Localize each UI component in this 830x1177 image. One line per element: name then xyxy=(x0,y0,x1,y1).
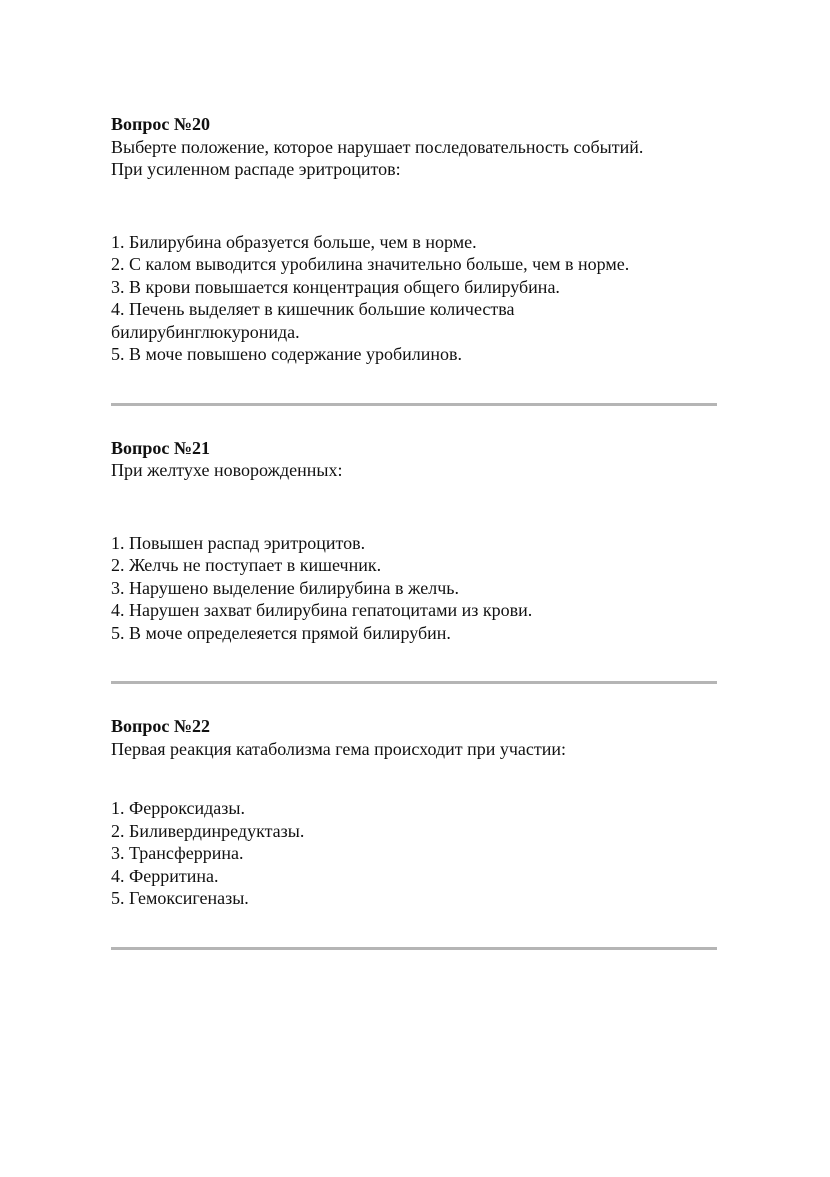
answer-option: 5. В моче определеяется прямой билирубин. xyxy=(111,622,451,643)
answer-options xyxy=(111,532,721,645)
separator-line xyxy=(111,947,717,950)
question-title: Вопрос №22 xyxy=(111,716,210,736)
separator-line xyxy=(111,681,717,684)
answer-option: 3. Нарушено выделение билирубина в желчь. xyxy=(111,577,459,598)
question-20 xyxy=(111,113,721,366)
question-22 xyxy=(111,715,721,910)
answer-option: 4. Нарушен захват билирубина гепатоцитами из крови. xyxy=(111,600,533,620)
answer-option: 3. В крови повышается концентрация общего билирубина. xyxy=(111,276,560,297)
answer-option: 1. Повышен распад эритроцитов. xyxy=(111,532,366,553)
answer-option-continuation: билирубинглюкуронида. xyxy=(111,321,300,342)
question-text-line: Выберте положение, которое нарушает последовательность событий. xyxy=(111,136,644,157)
answer-option: 1. Билирубина образуется больше, чем в норме. xyxy=(111,231,477,252)
question-text-line: При усиленном распаде эритроцитов: xyxy=(111,159,401,179)
document-page xyxy=(111,113,721,950)
separator-line xyxy=(111,403,717,406)
answer-options xyxy=(111,797,721,910)
question-text-line: Первая реакция катаболизма гема происходит при участии: xyxy=(111,738,567,759)
answer-option: 1. Ферроксидазы. xyxy=(111,798,245,818)
answer-option: 5. В моче повышено содержание уробилинов. xyxy=(111,344,463,364)
question-text-line: При желтухе новорожденных: xyxy=(111,460,343,480)
answer-option: 2. С калом выводится уробилина значительно больше, чем в норме. xyxy=(111,254,630,274)
answer-option: 3. Трансферрина. xyxy=(111,843,244,863)
answer-options xyxy=(111,231,721,366)
answer-option: 4. Ферритина. xyxy=(111,865,219,886)
answer-option: 2. Желчь не поступает в кишечник. xyxy=(111,555,382,575)
question-21 xyxy=(111,437,721,645)
answer-option: 4. Печень выделяет в кишечник большие количества xyxy=(111,299,515,319)
question-title: Вопрос №21 xyxy=(111,437,210,458)
answer-option: 5. Гемоксигеназы. xyxy=(111,888,249,908)
question-title: Вопрос №20 xyxy=(111,114,210,134)
answer-option: 2. Биливердинредуктазы. xyxy=(111,820,305,841)
